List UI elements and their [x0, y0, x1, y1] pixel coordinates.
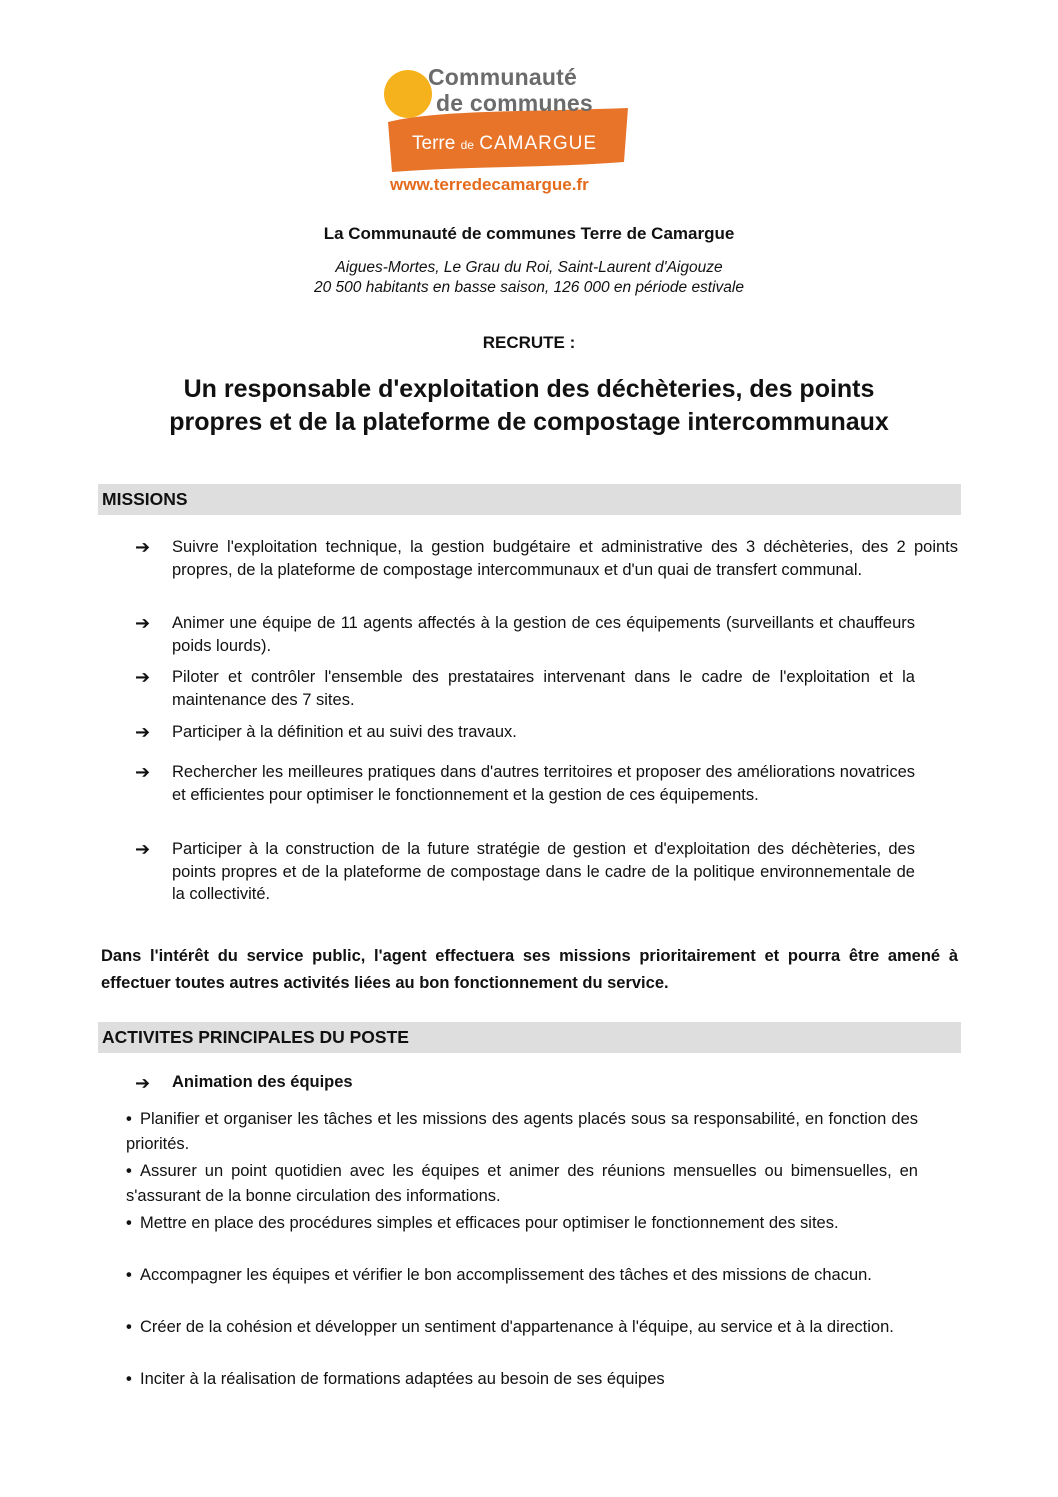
population-line: 20 500 habitants en basse saison, 126 000 en période estivale [313, 279, 744, 296]
section-activites-heading: ACTIVITES PRINCIPALES DU POSTE [98, 1022, 961, 1053]
activity-text: Assurer un point quotidien avec les équipes et animer des réunions mensuelles ou bimensuelles, en s'assurant de la bonne circulation des informations. [126, 1162, 918, 1205]
service-public-note: Dans l'intérêt du service public, l'agent effectuera ses missions prioritairement et pourra être amené à effectuer toutes autres activités liées au bon fonctionnement du service. [101, 947, 958, 992]
logo-url: www.terredecamargue.fr [390, 175, 589, 194]
job-title-line1: Un responsable d'exploitation des déchèteries, des points [183, 375, 875, 403]
activity-text: Mettre en place des procédures simples et efficaces pour optimiser le fonctionnement des sites. [140, 1214, 839, 1232]
mission-item [135, 721, 915, 744]
mission-item [135, 612, 915, 657]
activity-text: Accompagner les équipes et vérifier le bon accomplissement des tâches et des missions de chacun. [140, 1266, 872, 1284]
logo-line2: de communes [436, 90, 593, 116]
bullet-icon: • [126, 1110, 132, 1128]
bullet-icon: • [126, 1162, 132, 1180]
arrow-icon: ➔ [135, 1073, 151, 1093]
arrow-icon: ➔ [135, 762, 151, 782]
arrow-icon: ➔ [135, 537, 151, 557]
job-title-line2: propres et de la plateforme de compostage intercommunaux [169, 408, 889, 436]
arrow-icon: ➔ [135, 722, 151, 742]
arrow-icon: ➔ [135, 613, 151, 633]
logo-line1: Communauté [428, 64, 577, 90]
section-missions-heading: MISSIONS [98, 484, 961, 515]
activity-bullet [126, 1211, 918, 1236]
mission-text: Rechercher les meilleures pratiques dans d'autres territoires et proposer des améliorations novatrices et efficientes pour optimiser le fonctionnement et la gestion de ces équipements. [172, 763, 915, 804]
mission-text: Animer une équipe de 11 agents affectés à la gestion de ces équipements (surveillants et chauffeurs poids lourds). [172, 614, 915, 655]
logo [378, 60, 630, 202]
activity-text: Inciter à la réalisation de formations adaptées au besoin de ses équipes [140, 1370, 665, 1388]
bullet-icon: • [126, 1266, 132, 1284]
bullet-icon: • [126, 1370, 132, 1388]
organization-name: La Communauté de communes Terre de Camargue [323, 224, 735, 243]
towns-line: Aigues-Mortes, Le Grau du Roi, Saint-Laurent d'Aigouze [335, 259, 723, 276]
arrow-icon: ➔ [135, 839, 151, 859]
activity-text: Planifier et organiser les tâches et les missions des agents placés sous sa responsabilité, en fonction des priorités. [126, 1110, 918, 1153]
mission-text: Participer à la construction de la future stratégie de gestion et d'exploitation des déchèteries, des points propres et de la plateforme de compostage dans le cadre de la politique environnementale de la collectivité. [172, 840, 915, 903]
activity-text: Créer de la cohésion et développer un sentiment d'appartenance à l'équipe, au service et à la direction. [140, 1318, 894, 1336]
mission-item [135, 536, 958, 581]
logo-terre-de-camargue [412, 133, 597, 155]
subheading-text: Animation des équipes [172, 1073, 353, 1091]
logo-terre: Terre [412, 133, 456, 154]
activity-bullet [126, 1107, 918, 1157]
logo-de: de [460, 138, 474, 152]
mission-text: Suivre l'exploitation technique, la gestion budgétaire et administrative des 3 déchèteries, des 2 points propres, de la plateforme de compostage intercommunaux et d'un quai de transfert communal. [172, 538, 958, 579]
bullet-icon: • [126, 1318, 132, 1336]
mission-item [135, 838, 915, 906]
activity-bullet [126, 1263, 918, 1288]
mission-text: Piloter et contrôler l'ensemble des prestataires intervenant dans le cadre de l'exploitation et la maintenance des 7 sites. [172, 668, 915, 709]
mission-text: Participer à la définition et au suivi des travaux. [172, 723, 517, 741]
logo-camargue: CAMARGUE [479, 133, 598, 154]
subheading-animation-equipes [135, 1073, 353, 1093]
bullet-icon: • [126, 1214, 132, 1232]
arrow-icon: ➔ [135, 667, 151, 687]
recrute-heading: RECRUTE : [482, 333, 576, 352]
job-title [0, 373, 1058, 439]
activity-bullet [126, 1159, 918, 1209]
activity-bullet [126, 1315, 918, 1340]
mission-item [135, 666, 915, 711]
mission-item [135, 761, 915, 806]
activity-bullet [126, 1367, 918, 1392]
